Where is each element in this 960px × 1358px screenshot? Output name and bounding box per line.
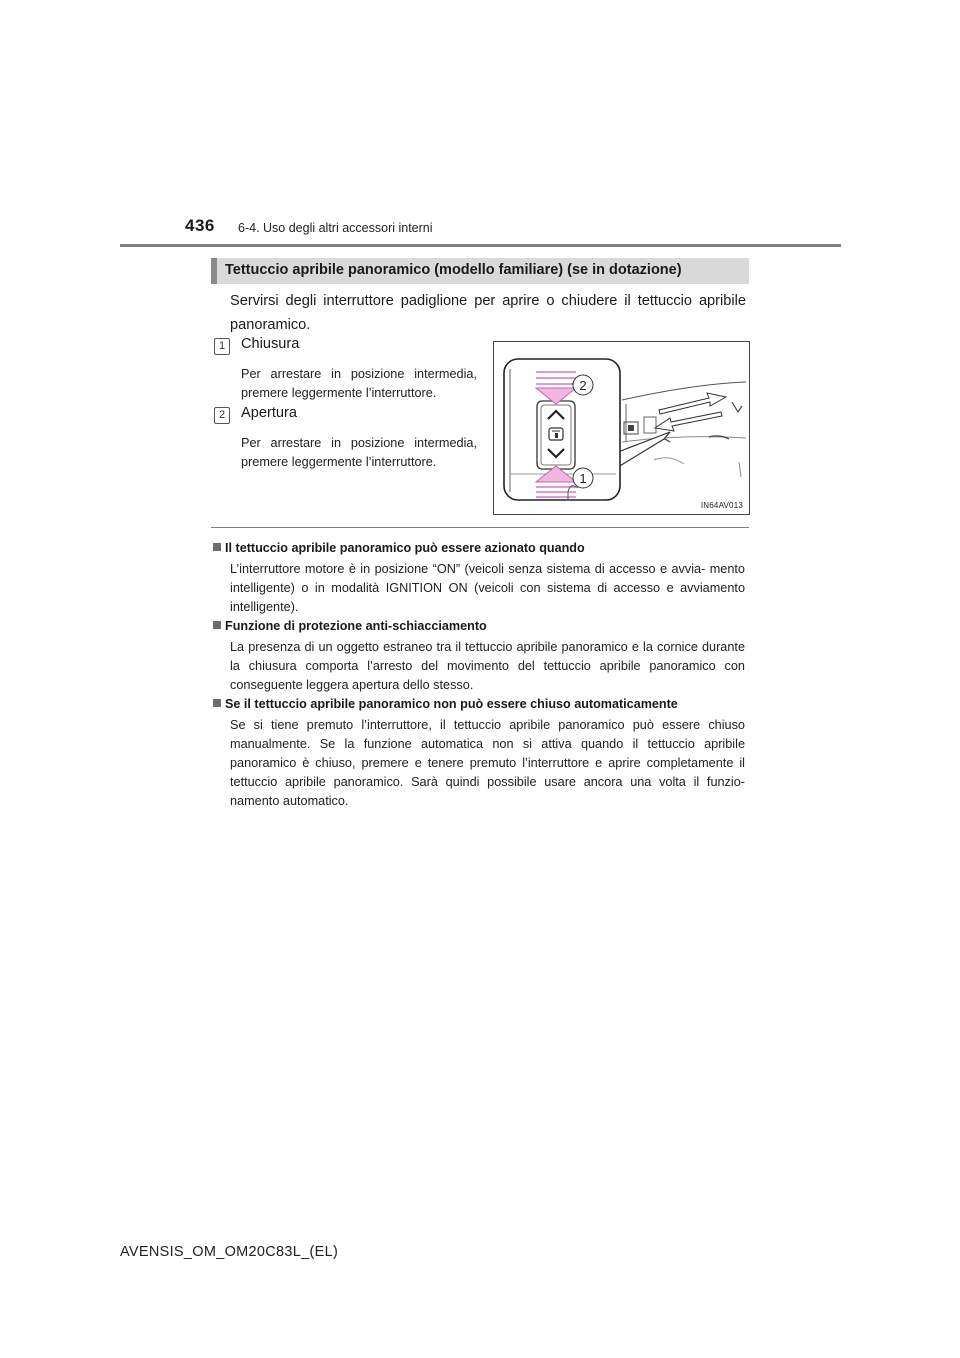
- header-divider: [120, 244, 841, 247]
- section-reference: 6-4. Uso degli altri accessori interni: [238, 221, 433, 235]
- figure-code: IN64AV013: [700, 501, 743, 510]
- square-bullet-icon: [213, 621, 221, 629]
- title-accent: [211, 258, 217, 284]
- notes-divider: [211, 527, 749, 528]
- callout-1-label: 1: [579, 471, 587, 486]
- intro-paragraph: Servirsi degli interruttore padiglione per aprire o chiudere il tettuccio apribile panoramico.: [230, 293, 746, 333]
- note-body-jam-protection: La presenza di un oggetto estraneo tra il tettuccio apribile panoramico e la cornice durante la chiusura comporta l’arresto del movimento del tettuccio apribile panoramico con conseguente leggera apertura dello stesso.: [230, 640, 745, 692]
- item-title-opening: Apertura: [241, 405, 297, 421]
- roof-switch-drawing: [494, 342, 749, 514]
- roof-switch-illustration: [493, 341, 750, 515]
- section-title: Tettuccio apribile panoramico (modello familiare) (se in dotazione): [225, 262, 682, 278]
- section-title-bar: [211, 258, 749, 284]
- callout-2-label: 2: [579, 378, 587, 393]
- item-number-2: 2: [214, 407, 230, 424]
- square-bullet-icon: [213, 543, 221, 551]
- note-body-manual-close: Se si tiene premuto l’interruttore, il tettuccio apribile panoramico può essere chiuso manualmente. Se la funzione automatica non si attiva quando il tettuccio apribile panoramico è chiuso, premere e tenere premuto l’interruttore e aprire completamente il tettuccio apribile panoramico. Sarà quindi possibile usare ancora una volta il funzio- namento automatico.: [230, 718, 745, 808]
- page-number: 436: [185, 216, 215, 235]
- document-code-footer: AVENSIS_OM_OM20C83L_(EL): [120, 1244, 339, 1260]
- slide-direction-arrows: [655, 393, 726, 431]
- item-number-1: 1: [214, 338, 230, 355]
- item-desc-closing: Per arrestare in posizione intermedia, premere leggermente l’interruttore.: [241, 367, 477, 400]
- note-title-manual-close: Se il tettuccio apribile panoramico non può essere chiuso automaticamente: [213, 697, 678, 711]
- note-body-operation: L’interruttore motore è in posizione “ON” (veicoli senza sistema di accesso e avvia- mento intelligente) o in modalità IGNITION ON (veicoli con sistema di accesso e avviamento intelligente).: [230, 562, 745, 614]
- square-bullet-icon: [213, 699, 221, 707]
- note-title-operation: Il tettuccio apribile panoramico può essere azionato quando: [213, 541, 585, 555]
- item-title-closing: Chiusura: [241, 336, 300, 352]
- item-desc-opening: Per arrestare in posizione intermedia, premere leggermente l’interruttore.: [241, 436, 477, 469]
- note-title-jam-protection: Funzione di protezione anti-schiacciamento: [213, 619, 487, 633]
